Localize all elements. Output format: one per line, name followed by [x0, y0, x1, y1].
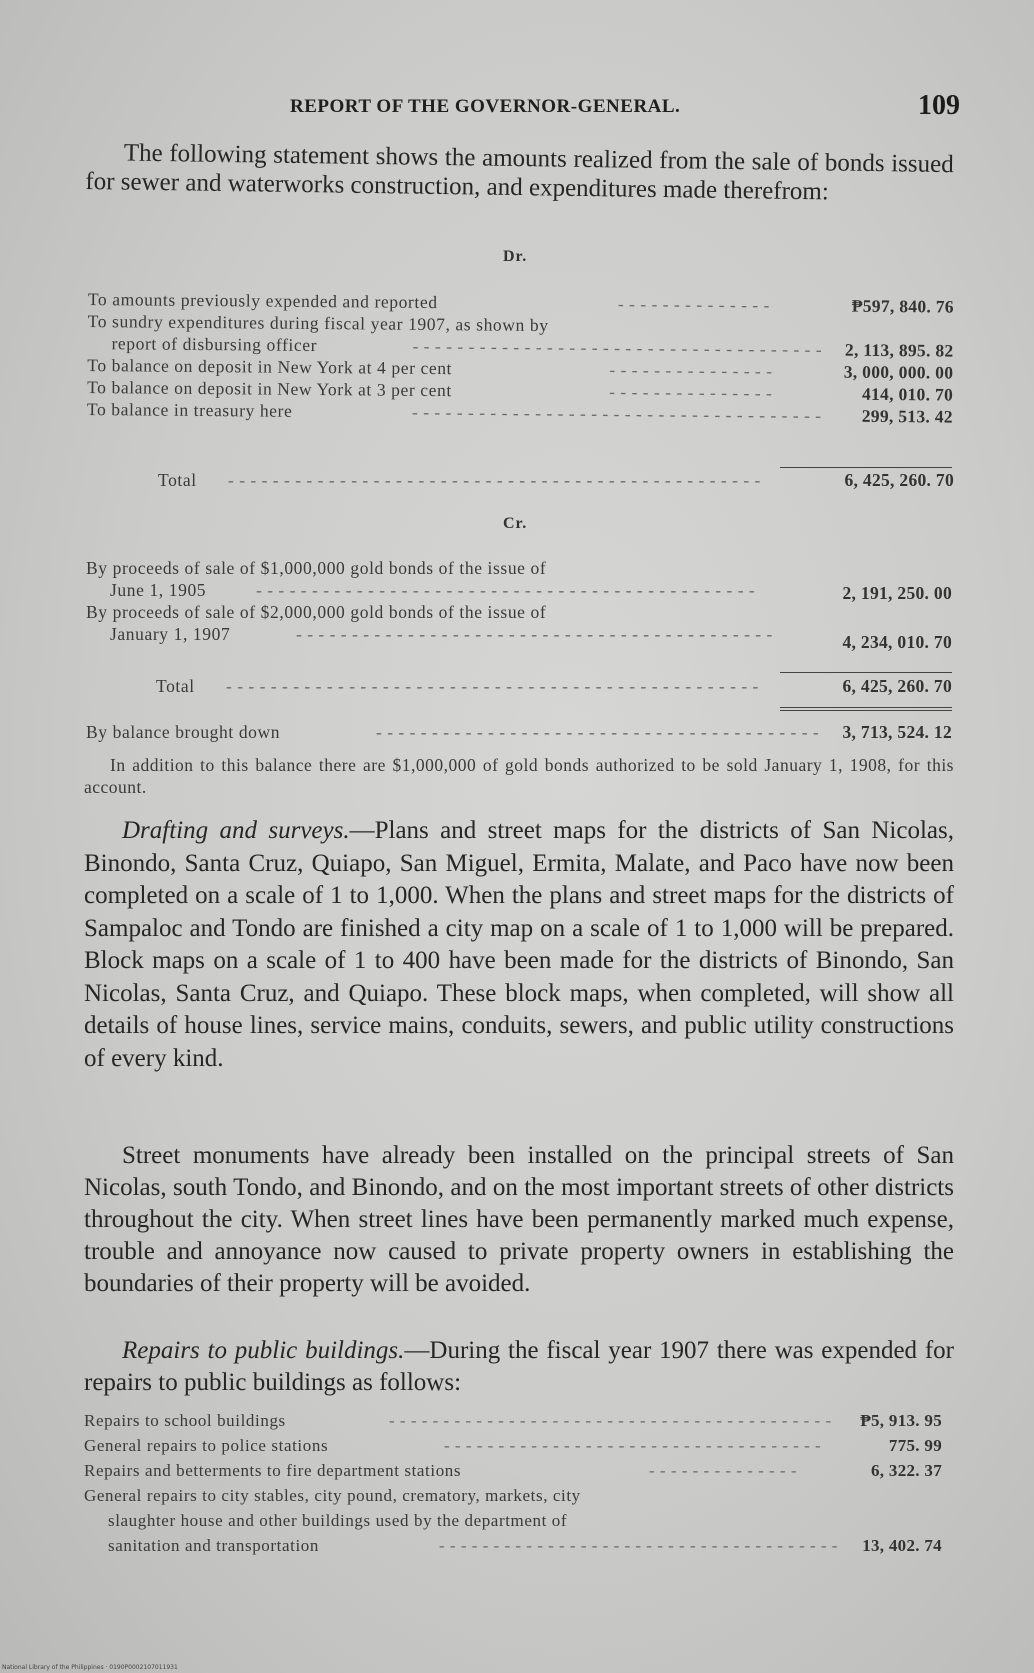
total-label: Total — [158, 470, 197, 490]
leader-dots: - - - - - - - - - - - - - - - - - - - - - - - - - - - - - - - - - - - - - - - - - - - - - — [256, 580, 756, 600]
repairs-paragraph — [84, 1335, 954, 1399]
balance-amount: 3, 713, 524. 12 — [842, 722, 952, 742]
subtotal-rule — [780, 672, 952, 673]
monuments-paragraph: Street monuments have already been installed on the principal streets of San Nicolas, south Tondo, and Binondo, and on the most important streets of other districts throughout the city. When street lines have been permanently marked much expense, trouble and annoyance now caused to private property owners in establishing the boundaries of their property will be avoided. — [84, 1142, 954, 1297]
ledger-desc: sanitation and transportation — [108, 1536, 319, 1555]
ledger-desc: slaughter house and other buildings used by the department of — [108, 1511, 568, 1530]
leader-dots: - - - - - - - - - - - - - - - — [609, 359, 773, 381]
leader-dots: - - - - - - - - - - - - - - - - - - - - - - - - - - - - - - - - - - - — [444, 1436, 822, 1455]
ledger-row — [86, 580, 952, 602]
intro-paragraph: The following statement shows the amounts realized from the sale of bonds issued for sewer and waterworks construction, and expenditures made therefrom: — [85, 139, 954, 206]
ledger-amount: 2, 191, 250. 00 — [842, 583, 952, 603]
credit-label: Cr. — [503, 515, 528, 532]
ledger-row — [86, 558, 952, 580]
leader-dots: - - - - - - - - - - - - - - - - - - - - - - - - - - - - - - - - - - - - - - - - - - - - - - - - — [228, 470, 761, 490]
ledger-row — [86, 602, 952, 624]
ledger-amount: 775. 99 — [888, 1436, 942, 1455]
ledger-row — [84, 1511, 942, 1536]
scan-footer-id: National Library of the Philippines · 0190P0002107011931 — [2, 1664, 178, 1671]
ledger-row — [84, 1536, 942, 1561]
leader-dots: - - - - - - - - - - - - - - - - - - - - - - - - - - - - - - - - - - - - - — [412, 335, 823, 360]
ledger-amount: 6, 322. 37 — [871, 1461, 942, 1480]
bond-note: In addition to this balance there are $1,000,000 of gold bonds authorized to be sold January 1, 1908, for this account. — [84, 755, 954, 797]
leader-dots: - - - - - - - - - - - - - - — [649, 1461, 798, 1480]
ledger-desc: To balance on deposit in New York at 3 per cent — [87, 376, 452, 401]
drafting-text: —Plans and street maps for the districts of San Nicolas, Binondo, Santa Cruz, Quiapo, San Miguel, Ermita, Malate, and Paco have now been completed on a scale of 1 to 1,000. When the plans and street maps for the districts of Sampaloc and Tondo are finished a city map on a scale of 1 to 1,000 will be prepared. Block maps on a scale of 1 to 400 have been made for the districts of Binondo, San Nicolas, Santa Cruz, and Quiapo. These block maps, when completed, will show all details of house lines, service mains, conduits, sewers, and public utility constructions of every kind. — [84, 817, 954, 1072]
ledger-amount: 4, 234, 010. 70 — [842, 632, 952, 652]
page-number: 109 — [918, 90, 960, 121]
debit-total — [88, 470, 954, 492]
ledger-amount: 3, 000, 000. 00 — [843, 361, 954, 383]
ledger-desc: By proceeds of sale of $2,000,000 gold bonds of the issue of — [86, 602, 547, 622]
ledger-desc: To amounts previously expended and reported — [87, 289, 438, 313]
leader-dots: - - - - - - - - - - - - - - - - - - - - - - - - - - - - - - - - - - - - - - - - - - - — [296, 624, 773, 644]
ledger-amount: ₱5, 913. 95 — [860, 1411, 942, 1430]
ledger-desc: To sundry expenditures during fiscal year 1907, as shown by — [87, 310, 549, 336]
drafting-lead: Drafting and surveys. — [122, 817, 350, 844]
ledger-row — [86, 722, 952, 744]
ledger-row — [84, 1436, 942, 1461]
ledger-amount: ₱597, 840. 76 — [851, 295, 954, 317]
ledger-amount: 414, 010. 70 — [861, 383, 954, 405]
total-amount: 6, 425, 260. 70 — [842, 676, 952, 696]
credit-total — [86, 676, 952, 698]
debit-label: Dr. — [503, 248, 528, 265]
page-header — [290, 90, 960, 130]
ledger-desc: January 1, 1907 — [110, 624, 231, 644]
leader-dots: - - - - - - - - - - - - - - - - - - - - - - - - - - - - - - - - - - - - - - - - - - - - - - - - — [226, 676, 759, 696]
debit-ledger — [87, 289, 954, 429]
repairs-lead: Repairs to public buildings. — [122, 1337, 405, 1364]
ledger-desc: To balance in treasury here — [86, 398, 293, 421]
ledger-desc: report of disbursing officer — [111, 333, 318, 356]
ledger-row — [84, 1411, 942, 1436]
ledger-amount: 13, 402. 74 — [862, 1536, 942, 1555]
leader-dots: - - - - - - - - - - - - - - - - - - - - - - - - - - - - - - - - - - - - - — [411, 401, 822, 426]
ledger-row — [86, 624, 952, 652]
running-title: REPORT OF THE GOVERNOR-GENERAL. — [290, 96, 681, 117]
leader-dots: - - - - - - - - - - - - - - - - - - - - - - - - - - - - - - - - - - - - - - - - - — [389, 1411, 832, 1430]
total-row — [88, 470, 954, 492]
ledger-desc: Repairs to school buildings — [84, 1411, 286, 1430]
credit-ledger — [86, 558, 952, 652]
leader-dots: - - - - - - - - - - - - - - — [617, 293, 770, 315]
repairs-ledger — [84, 1411, 942, 1561]
ledger-desc: By balance brought down — [86, 722, 281, 742]
ledger-desc: To balance on deposit in New York at 4 per cent — [87, 354, 453, 379]
ledger-amount: 299, 513. 42 — [861, 405, 954, 427]
ledger-row — [84, 1461, 942, 1486]
repairs-text: —During the fiscal year 1907 there was expended for repairs to public buildings as follows: — [84, 1337, 954, 1396]
total-label: Total — [156, 676, 195, 696]
ledger-desc: Repairs and betterments to fire department stations — [84, 1461, 462, 1480]
subtotal-rule — [780, 467, 952, 468]
ledger-desc: By proceeds of sale of $1,000,000 gold bonds of the issue of — [86, 558, 547, 578]
leader-dots: - - - - - - - - - - - - - - - — [609, 381, 773, 403]
ledger-amount: 2, 113, 895. 82 — [844, 339, 954, 361]
drafting-paragraph — [84, 815, 954, 1075]
total-row — [86, 676, 952, 698]
leader-dots: - - - - - - - - - - - - - - - - - - - - - - - - - - - - - - - - - - - - - - - - — [376, 722, 820, 742]
ledger-desc: June 1, 1905 — [110, 580, 207, 600]
ledger-desc: General repairs to police stations — [84, 1436, 329, 1455]
leader-dots: - - - - - - - - - - - - - - - - - - - - - - - - - - - - - - - - - - - - - — [439, 1536, 838, 1555]
ledger-desc: General repairs to city stables, city pound, crematory, markets, city — [84, 1486, 581, 1505]
balance-row — [86, 722, 952, 744]
ledger-row — [84, 1486, 942, 1511]
total-amount: 6, 425, 260. 70 — [844, 470, 954, 490]
double-rule — [780, 707, 952, 711]
